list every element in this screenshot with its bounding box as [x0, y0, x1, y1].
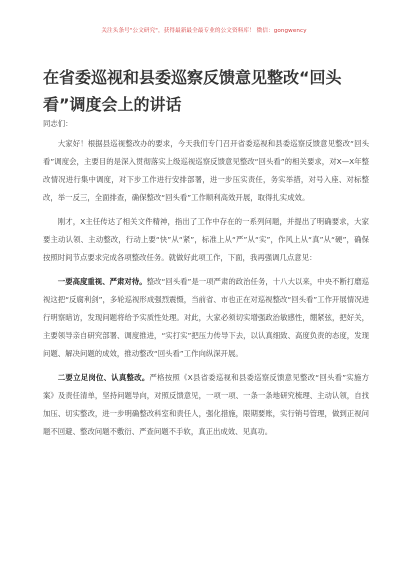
paragraph: [43, 135, 369, 207]
paragraph: [43, 273, 369, 363]
paragraph: [43, 213, 369, 267]
paragraph-text: 严格按照《X县省委巡视和县委巡察反馈意见整改“回头看”实施方案》及责任清单，坚持问题导向，对照反馈意见，一项一项、一条一条地研究梳理、主动认领，自找加压、切实整改，进一步明确整改科室和责任人，强化措施，限期要账，实行销号管理，做到正视问题不回避、整改问题不敷衍、严查问题不手软，真正出成效、见真功。: [43, 373, 369, 436]
paragraph: [43, 369, 369, 441]
paragraph-heading: 二要立足岗位、认真整改。: [57, 373, 150, 382]
paragraph-heading: 一要高度重视、严肃对待。: [57, 277, 147, 286]
paragraph-text: 刚才，X主任传达了相关文件精神，指出了工作中存在的一系列问题，并提出了明确要求，大家要主动认领、主动整改，行动上要“快”从“紧”，标准上从“严”从“实”，作风上从“真”从“硬”，确保按照时间节点要求完成各项整改任务。就做好此项工作，下面，我再强调几点意见：: [43, 217, 369, 262]
document-body: [43, 118, 369, 447]
document-title: 在省委巡视和县委巡察反馈意见整改“回头看”调度会上的讲话: [43, 68, 342, 114]
paragraph-text: 大家好！根据县巡视整改办的要求，今天我们专门召开省委巡视和县委巡察反馈意见整改“回头看”调度会，主要目的是深入贯彻落实上级巡视巡察反馈意见整改“回头看”的相关要求，对X—X年整改情况进行集中调度，对下步工作进行安排部署，进一步压实责任，务实举措，对号入座、对标整改，举一反三，全面排查，确保整改“回头看”工作顺利高效开展，取得扎实成效。: [43, 139, 369, 202]
salutation: 同志们：: [43, 119, 73, 128]
paragraph-text: 整改“回头看”是一项严肃的政治任务，十八大以来，中央不断打磨巡视这把“反腐利剑”，多轮巡视形成强烈震慑，当前省、市也正在对巡视整改“回头看”工作开展情况进行明察暗访，发现问题将给予实质性处理。对此，大家必须切实增强政治敏感性，绷紧弦，把好关，主要领导亲自研究部署、调度推进，“实打实”把压力传导下去，以认真细致、高度负责的态度，发现问题、解决问题的成效，推动整改“回头看”工作向纵深开展。: [43, 277, 369, 358]
header-banner: 关注头条号"公文研究"，获得最新最全最专业的公文资料库！ 微信：gongwency: [101, 28, 307, 34]
